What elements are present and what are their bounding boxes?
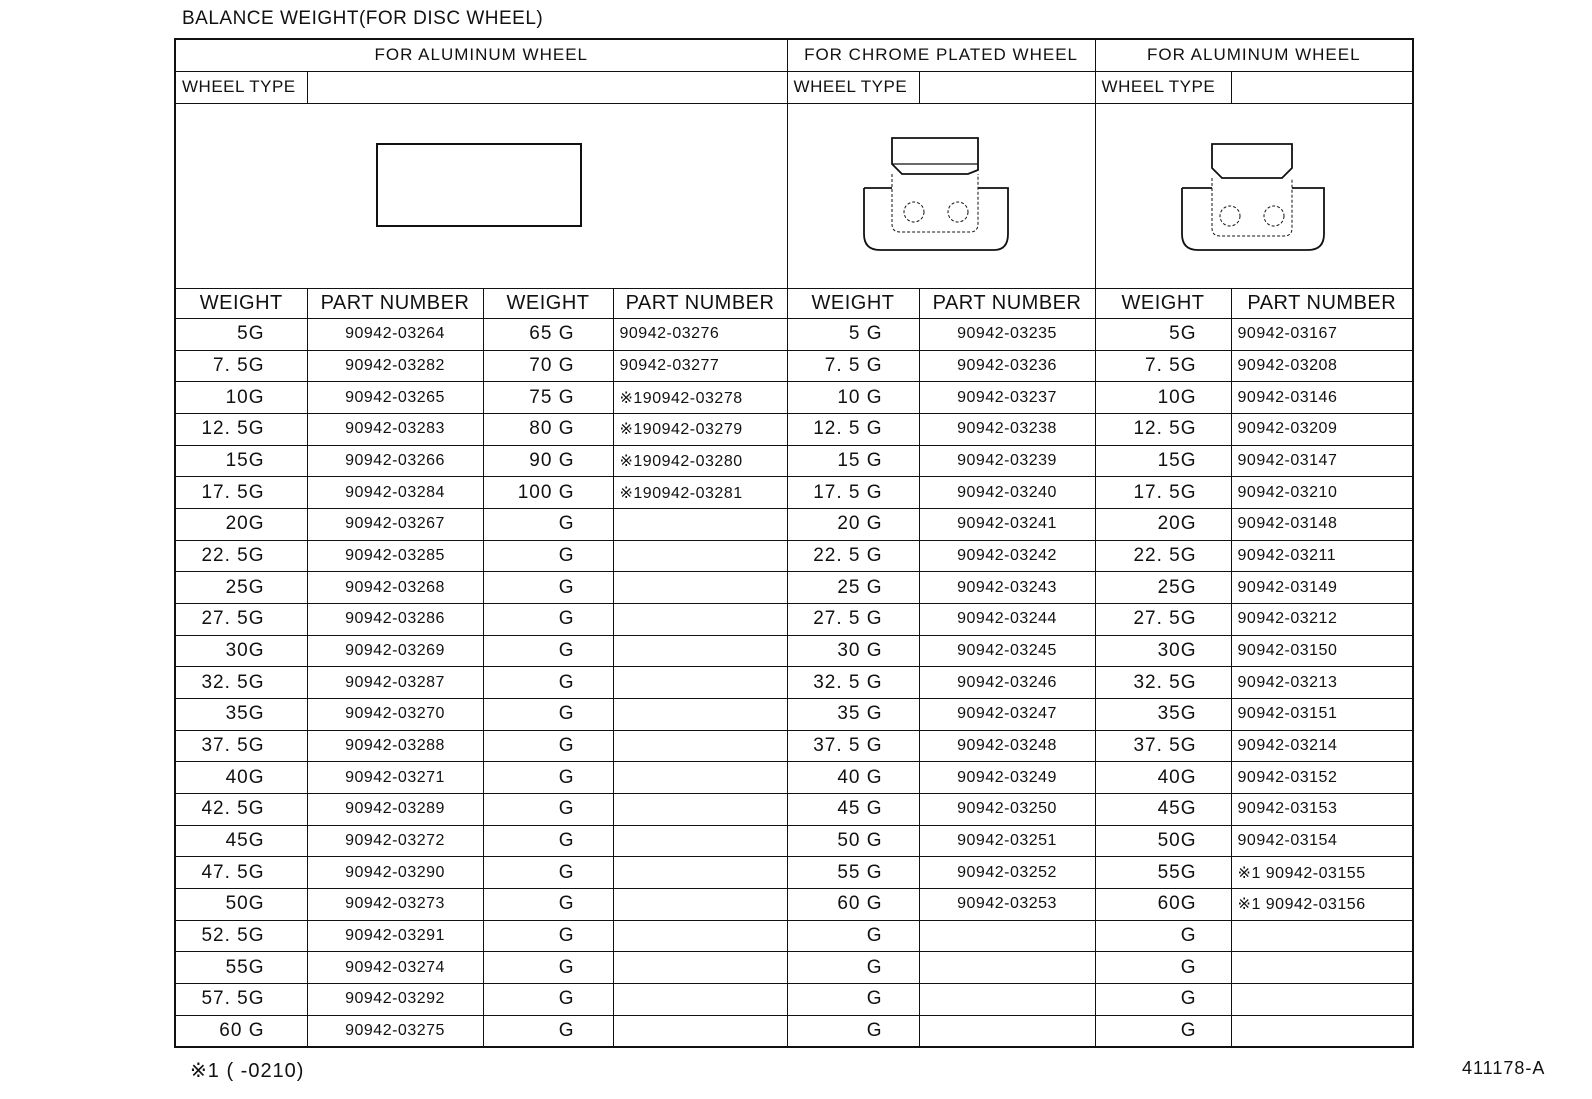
cell-weight-1: 32. 5G	[175, 667, 307, 699]
cell-weight-3: 35 G	[787, 698, 919, 730]
cell-part-number-3: 90942-03243	[919, 572, 1095, 604]
table-row	[175, 952, 1413, 984]
cell-weight-1: 25G	[175, 572, 307, 604]
page-title: BALANCE WEIGHT(FOR DISC WHEEL)	[182, 8, 544, 29]
table-row	[175, 888, 1413, 920]
cell-part-number-4: 90942-03152	[1231, 762, 1413, 794]
col-header-part-number-1: PART NUMBER	[307, 289, 483, 319]
cell-part-number-4: 90942-03214	[1231, 730, 1413, 762]
table-row	[175, 445, 1413, 477]
cell-weight-4: 32. 5G	[1095, 667, 1231, 699]
cell-part-number-4: 90942-03147	[1231, 445, 1413, 477]
section-header-chrome: FOR CHROME PLATED WHEEL	[787, 39, 1095, 71]
cell-part-number-4	[1231, 920, 1413, 952]
cell-part-number-2: ※190942-03278	[613, 382, 787, 414]
cell-weight-4: 55G	[1095, 857, 1231, 889]
cell-weight-1: 55G	[175, 952, 307, 984]
cell-part-number-3: 90942-03250	[919, 793, 1095, 825]
wheel-type-label-2: WHEEL TYPE	[787, 71, 919, 103]
cell-weight-4: 35G	[1095, 698, 1231, 730]
cell-weight-4: G	[1095, 1015, 1231, 1047]
cell-weight-2: G	[483, 730, 613, 762]
cell-weight-1: 27. 5G	[175, 604, 307, 636]
cell-part-number-1: 90942-03288	[307, 730, 483, 762]
cell-weight-1: 7. 5G	[175, 350, 307, 382]
cell-part-number-2	[613, 857, 787, 889]
cell-part-number-3: 90942-03251	[919, 825, 1095, 857]
cell-part-number-2	[613, 952, 787, 984]
cell-weight-1: 12. 5G	[175, 414, 307, 446]
cell-part-number-1: 90942-03283	[307, 414, 483, 446]
cell-weight-2: 75 G	[483, 382, 613, 414]
table-row	[175, 477, 1413, 509]
table-row	[175, 635, 1413, 667]
table-row	[175, 698, 1413, 730]
table-row	[175, 825, 1413, 857]
cell-part-number-2: 90942-03277	[613, 350, 787, 382]
cell-weight-1: 5G	[175, 319, 307, 351]
cell-weight-4: G	[1095, 920, 1231, 952]
cell-part-number-4: 90942-03149	[1231, 572, 1413, 604]
cell-weight-2: G	[483, 825, 613, 857]
cell-part-number-2	[613, 920, 787, 952]
cell-part-number-1: 90942-03271	[307, 762, 483, 794]
cell-weight-4: 12. 5G	[1095, 414, 1231, 446]
cell-part-number-4: 90942-03212	[1231, 604, 1413, 636]
cell-weight-4: 60G	[1095, 888, 1231, 920]
cell-part-number-3: 90942-03237	[919, 382, 1095, 414]
figure-id: 411178-A	[1462, 1058, 1546, 1078]
cell-weight-4: 17. 5G	[1095, 477, 1231, 509]
cell-part-number-3	[919, 1015, 1095, 1047]
table-row	[175, 382, 1413, 414]
cell-weight-2: G	[483, 509, 613, 541]
wheel-type-value-2	[919, 71, 1095, 103]
table-row	[175, 414, 1413, 446]
cell-part-number-3: 90942-03244	[919, 604, 1095, 636]
cell-part-number-3	[919, 920, 1095, 952]
cell-weight-3: 17. 5 G	[787, 477, 919, 509]
cell-part-number-3: 90942-03247	[919, 698, 1095, 730]
cell-part-number-3: 90942-03235	[919, 319, 1095, 351]
cell-weight-1: 20G	[175, 509, 307, 541]
table-row	[175, 572, 1413, 604]
table-row	[175, 857, 1413, 889]
cell-part-number-2: ※190942-03281	[613, 477, 787, 509]
cell-part-number-3: 90942-03238	[919, 414, 1095, 446]
col-header-weight-1: WEIGHT	[175, 289, 307, 319]
cell-part-number-2	[613, 509, 787, 541]
cell-weight-3: 45 G	[787, 793, 919, 825]
cell-weight-2: G	[483, 920, 613, 952]
table-row	[175, 762, 1413, 794]
wheel-type-label-3: WHEEL TYPE	[1095, 71, 1231, 103]
cell-weight-3: 50 G	[787, 825, 919, 857]
cell-weight-2: G	[483, 793, 613, 825]
cell-part-number-4: 90942-03154	[1231, 825, 1413, 857]
cell-part-number-3: 90942-03242	[919, 540, 1095, 572]
cell-weight-3: 60 G	[787, 888, 919, 920]
cell-weight-2: G	[483, 888, 613, 920]
cell-part-number-2	[613, 793, 787, 825]
cell-part-number-1: 90942-03286	[307, 604, 483, 636]
cell-part-number-4: 90942-03210	[1231, 477, 1413, 509]
cell-weight-2: G	[483, 698, 613, 730]
cell-part-number-1: 90942-03287	[307, 667, 483, 699]
cell-weight-2: G	[483, 572, 613, 604]
cell-part-number-2	[613, 540, 787, 572]
cell-weight-2: 80 G	[483, 414, 613, 446]
wheel-figure-chrome	[787, 103, 1095, 288]
cell-weight-2: G	[483, 952, 613, 984]
cell-part-number-1: 90942-03272	[307, 825, 483, 857]
cell-part-number-4: 90942-03209	[1231, 414, 1413, 446]
cell-part-number-1: 90942-03266	[307, 445, 483, 477]
cell-weight-3: 22. 5 G	[787, 540, 919, 572]
cell-weight-1: 22. 5G	[175, 540, 307, 572]
cell-part-number-3: 90942-03248	[919, 730, 1095, 762]
cell-weight-3: 12. 5 G	[787, 414, 919, 446]
cell-part-number-2: 90942-03276	[613, 319, 787, 351]
cell-part-number-4: 90942-03167	[1231, 319, 1413, 351]
table-row	[175, 730, 1413, 762]
cell-part-number-1: 90942-03267	[307, 509, 483, 541]
cell-weight-2: G	[483, 667, 613, 699]
cell-weight-4: 25G	[1095, 572, 1231, 604]
cell-weight-3: 30 G	[787, 635, 919, 667]
table-row	[175, 1015, 1413, 1047]
cell-part-number-1: 90942-03285	[307, 540, 483, 572]
table-row	[175, 540, 1413, 572]
cell-part-number-1: 90942-03265	[307, 382, 483, 414]
cell-weight-1: 15G	[175, 445, 307, 477]
cell-weight-3: 27. 5 G	[787, 604, 919, 636]
col-header-weight-3: WEIGHT	[787, 289, 919, 319]
wheel-figure-aluminum-2	[1095, 103, 1413, 288]
cell-weight-3: 55 G	[787, 857, 919, 889]
section-header-aluminum-1: FOR ALUMINUM WHEEL	[175, 39, 787, 71]
cell-part-number-4	[1231, 952, 1413, 984]
cell-weight-3: 5 G	[787, 319, 919, 351]
cell-weight-3: 37. 5 G	[787, 730, 919, 762]
wheel-type-value-3	[1231, 71, 1413, 103]
cell-part-number-3	[919, 952, 1095, 984]
section-header-aluminum-2: FOR ALUMINUM WHEEL	[1095, 39, 1413, 71]
cell-part-number-4: 90942-03151	[1231, 698, 1413, 730]
cell-part-number-4: 90942-03211	[1231, 540, 1413, 572]
col-header-weight-2: WEIGHT	[483, 289, 613, 319]
cell-weight-1: 17. 5G	[175, 477, 307, 509]
cell-weight-2: G	[483, 604, 613, 636]
cell-weight-4: 15G	[1095, 445, 1231, 477]
cell-part-number-1: 90942-03270	[307, 698, 483, 730]
cell-weight-4: 5G	[1095, 319, 1231, 351]
cell-part-number-4: 90942-03146	[1231, 382, 1413, 414]
cell-part-number-1: 90942-03269	[307, 635, 483, 667]
cell-part-number-2	[613, 983, 787, 1015]
table-row	[175, 983, 1413, 1015]
blank-weight-figure	[176, 104, 787, 288]
cell-part-number-1: 90942-03264	[307, 319, 483, 351]
cell-part-number-3: 90942-03240	[919, 477, 1095, 509]
cell-weight-3: G	[787, 983, 919, 1015]
cell-part-number-2	[613, 604, 787, 636]
cell-weight-3: 40 G	[787, 762, 919, 794]
cell-part-number-1: 90942-03291	[307, 920, 483, 952]
cell-weight-1: 60 G	[175, 1015, 307, 1047]
cell-part-number-1: 90942-03273	[307, 888, 483, 920]
cell-weight-2: G	[483, 983, 613, 1015]
cell-weight-4: G	[1095, 983, 1231, 1015]
balance-weight-table	[174, 38, 1414, 1048]
cell-weight-2: G	[483, 540, 613, 572]
cell-weight-2: G	[483, 857, 613, 889]
cell-part-number-1: 90942-03274	[307, 952, 483, 984]
cell-weight-1: 45G	[175, 825, 307, 857]
cell-weight-2: 70 G	[483, 350, 613, 382]
cell-weight-1: 30G	[175, 635, 307, 667]
cell-part-number-2	[613, 730, 787, 762]
cell-part-number-2	[613, 635, 787, 667]
cell-part-number-1: 90942-03275	[307, 1015, 483, 1047]
cell-part-number-1: 90942-03290	[307, 857, 483, 889]
cell-part-number-3: 90942-03236	[919, 350, 1095, 382]
chrome-weight-clip-figure	[788, 104, 1096, 288]
table-row	[175, 667, 1413, 699]
cell-part-number-4	[1231, 983, 1413, 1015]
cell-weight-4: 22. 5G	[1095, 540, 1231, 572]
footnote: ※1 ( -0210)	[190, 1060, 305, 1082]
cell-weight-1: 52. 5G	[175, 920, 307, 952]
cell-part-number-3: 90942-03253	[919, 888, 1095, 920]
table-row	[175, 604, 1413, 636]
cell-part-number-2	[613, 825, 787, 857]
cell-weight-3: 20 G	[787, 509, 919, 541]
cell-weight-4: 10G	[1095, 382, 1231, 414]
cell-weight-4: 27. 5G	[1095, 604, 1231, 636]
cell-part-number-4: 90942-03153	[1231, 793, 1413, 825]
cell-part-number-3: 90942-03249	[919, 762, 1095, 794]
cell-weight-3: G	[787, 1015, 919, 1047]
cell-part-number-4: 90942-03150	[1231, 635, 1413, 667]
cell-weight-3: 10 G	[787, 382, 919, 414]
cell-weight-4: G	[1095, 952, 1231, 984]
cell-part-number-3: 90942-03252	[919, 857, 1095, 889]
cell-part-number-3: 90942-03245	[919, 635, 1095, 667]
cell-part-number-4	[1231, 1015, 1413, 1047]
col-header-weight-4: WEIGHT	[1095, 289, 1231, 319]
cell-weight-3: G	[787, 952, 919, 984]
table-row	[175, 319, 1413, 351]
cell-part-number-2: ※190942-03280	[613, 445, 787, 477]
cell-part-number-3: 90942-03241	[919, 509, 1095, 541]
table-row	[175, 920, 1413, 952]
cell-part-number-2	[613, 1015, 787, 1047]
wheel-figure-aluminum-1	[175, 103, 787, 288]
cell-part-number-1: 90942-03284	[307, 477, 483, 509]
table-row	[175, 350, 1413, 382]
cell-weight-4: 40G	[1095, 762, 1231, 794]
cell-part-number-2	[613, 762, 787, 794]
cell-weight-2: G	[483, 1015, 613, 1047]
cell-part-number-4: 90942-03148	[1231, 509, 1413, 541]
cell-part-number-4: ※1 90942-03155	[1231, 857, 1413, 889]
cell-part-number-2	[613, 888, 787, 920]
wheel-type-value-1	[307, 71, 787, 103]
cell-part-number-2	[613, 667, 787, 699]
cell-weight-1: 57. 5G	[175, 983, 307, 1015]
col-header-part-number-4: PART NUMBER	[1231, 289, 1413, 319]
cell-part-number-3: 90942-03246	[919, 667, 1095, 699]
cell-weight-1: 47. 5G	[175, 857, 307, 889]
cell-weight-1: 50G	[175, 888, 307, 920]
cell-part-number-4: 90942-03213	[1231, 667, 1413, 699]
cell-weight-3: G	[787, 920, 919, 952]
cell-weight-2: 100 G	[483, 477, 613, 509]
cell-part-number-3: 90942-03239	[919, 445, 1095, 477]
cell-weight-4: 30G	[1095, 635, 1231, 667]
cell-weight-3: 25 G	[787, 572, 919, 604]
cell-weight-4: 7. 5G	[1095, 350, 1231, 382]
cell-weight-2: 90 G	[483, 445, 613, 477]
cell-weight-4: 37. 5G	[1095, 730, 1231, 762]
col-header-part-number-3: PART NUMBER	[919, 289, 1095, 319]
cell-weight-1: 42. 5G	[175, 793, 307, 825]
wheel-type-label-1: WHEEL TYPE	[175, 71, 307, 103]
cell-weight-1: 40G	[175, 762, 307, 794]
cell-weight-1: 10G	[175, 382, 307, 414]
cell-weight-1: 35G	[175, 698, 307, 730]
cell-weight-3: 7. 5 G	[787, 350, 919, 382]
cell-part-number-1: 90942-03268	[307, 572, 483, 604]
cell-part-number-2	[613, 698, 787, 730]
cell-weight-3: 15 G	[787, 445, 919, 477]
cell-part-number-4: ※1 90942-03156	[1231, 888, 1413, 920]
cell-part-number-2: ※190942-03279	[613, 414, 787, 446]
cell-weight-2: 65 G	[483, 319, 613, 351]
cell-part-number-1: 90942-03289	[307, 793, 483, 825]
cell-weight-2: G	[483, 635, 613, 667]
table-row	[175, 509, 1413, 541]
col-header-part-number-2: PART NUMBER	[613, 289, 787, 319]
cell-part-number-1: 90942-03292	[307, 983, 483, 1015]
cell-weight-3: 32. 5 G	[787, 667, 919, 699]
table-row	[175, 793, 1413, 825]
cell-part-number-4: 90942-03208	[1231, 350, 1413, 382]
cell-weight-4: 50G	[1095, 825, 1231, 857]
cell-weight-4: 20G	[1095, 509, 1231, 541]
cell-weight-4: 45G	[1095, 793, 1231, 825]
aluminum-weight-clip-figure	[1096, 104, 1414, 288]
cell-weight-2: G	[483, 762, 613, 794]
cell-weight-1: 37. 5G	[175, 730, 307, 762]
cell-part-number-2	[613, 572, 787, 604]
cell-part-number-3	[919, 983, 1095, 1015]
cell-part-number-1: 90942-03282	[307, 350, 483, 382]
